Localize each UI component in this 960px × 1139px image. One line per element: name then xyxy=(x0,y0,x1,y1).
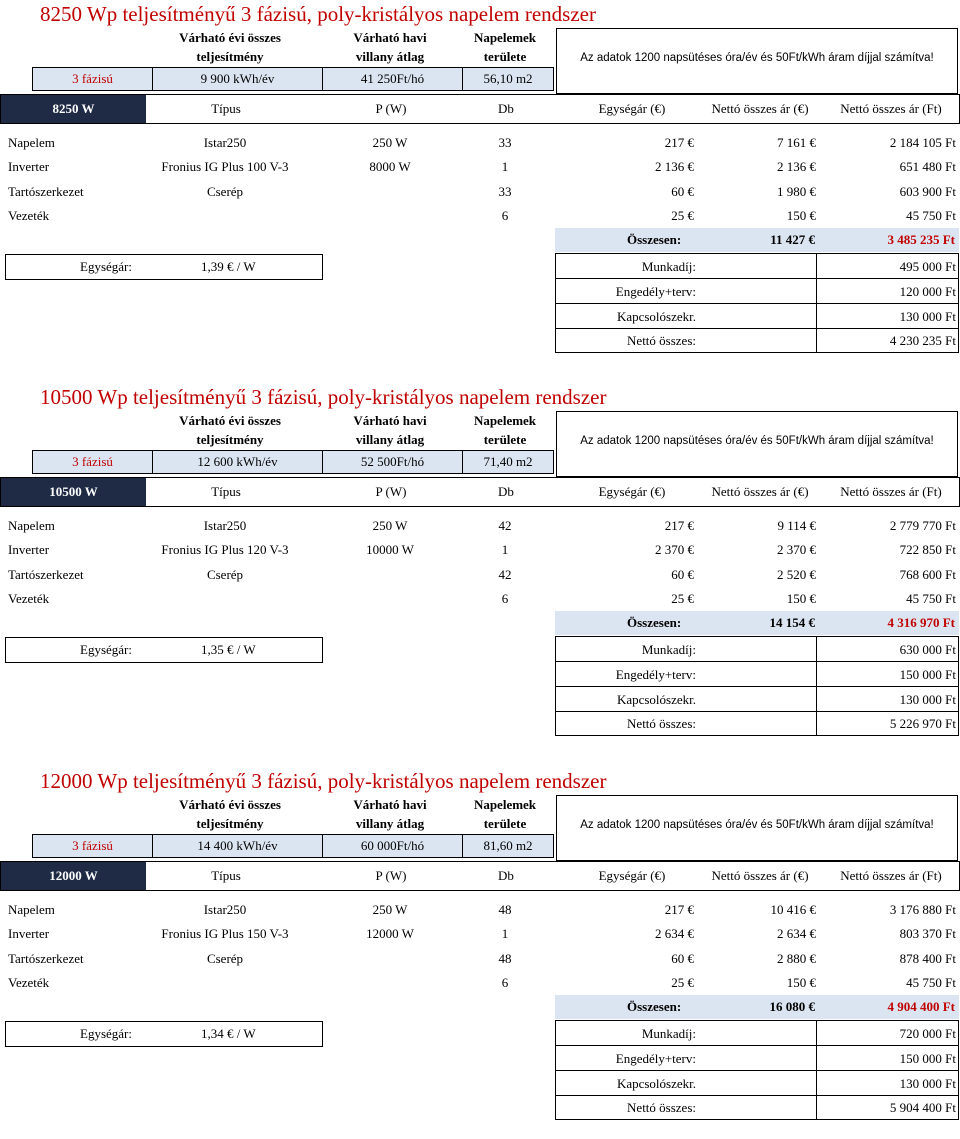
system-badge: 10500 W xyxy=(1,478,146,506)
note-box xyxy=(556,28,958,94)
total-row xyxy=(555,995,959,1019)
item-qty: 42 xyxy=(498,518,512,533)
phase-value: 3 fázisú xyxy=(33,68,153,90)
item-qty: 1 xyxy=(501,542,509,557)
col-net-ft: Nettó összes ár (Ft) xyxy=(840,868,942,883)
total-label: Összesen: xyxy=(627,999,682,1014)
header-panel-area xyxy=(455,28,555,66)
table-row xyxy=(0,131,960,155)
permit-value: 150 000 Ft xyxy=(899,667,956,682)
item-type: Istar250 xyxy=(203,518,247,533)
item-net-eur: 150 € xyxy=(786,591,816,606)
permit-value: 120 000 Ft xyxy=(899,284,956,299)
item-net-eur: 10 416 € xyxy=(770,902,816,917)
item-name: Tartószerkezet xyxy=(8,951,84,966)
item-net-ft: 603 900 Ft xyxy=(899,184,956,199)
unit-price-value: 1,34 € / W xyxy=(201,1026,256,1041)
col-qty: Db xyxy=(498,101,514,116)
col-type: Típus xyxy=(211,101,241,116)
labor-value: 720 000 Ft xyxy=(899,1026,956,1041)
header-line: teljesítmény xyxy=(196,432,264,447)
item-unit-price: 217 € xyxy=(664,518,694,533)
table-row xyxy=(0,563,960,587)
summary-line xyxy=(556,278,958,279)
total-label: Összesen: xyxy=(627,615,682,630)
item-net-ft: 2 779 770 Ft xyxy=(889,518,956,533)
header-line: Várható havi xyxy=(353,413,427,428)
phase-value: 3 fázisú xyxy=(33,451,153,473)
item-type: Fronius IG Plus 120 V-3 xyxy=(161,542,289,557)
section-title: 8250 Wp teljesítményű 3 fázisú, poly-kristályos napelem rendszer xyxy=(40,2,596,26)
net-total-label: Nettó összes: xyxy=(627,1100,696,1115)
calculation-note: Az adatok 1200 napsütéses óra/év és 50Ft/kWh áram díjjal számítva! xyxy=(580,52,934,64)
table-row xyxy=(0,587,960,611)
col-power: P (W) xyxy=(375,868,407,883)
item-name: Napelem xyxy=(8,518,55,533)
total-eur: 14 154 € xyxy=(769,615,815,630)
header-line: területe xyxy=(483,816,527,831)
item-type: Fronius IG Plus 100 V-3 xyxy=(161,159,289,174)
header-expected-annual xyxy=(150,795,310,833)
col-net-ft: Nettó összes ár (Ft) xyxy=(840,484,942,499)
monthly-ft-value: 41 250Ft/hó xyxy=(323,68,463,90)
item-qty: 6 xyxy=(501,975,509,990)
table-row xyxy=(0,514,960,538)
cost-summary xyxy=(555,1020,959,1120)
summary-line xyxy=(556,686,958,687)
item-unit-price: 2 634 € xyxy=(655,926,694,941)
item-net-ft: 2 184 105 Ft xyxy=(889,135,956,150)
net-total-label: Nettó összes: xyxy=(627,333,696,348)
table-row xyxy=(0,204,960,228)
header-line: Napelemek xyxy=(473,797,537,812)
table-header xyxy=(0,94,960,124)
item-unit-price: 25 € xyxy=(671,208,694,223)
net-total-value: 4 230 235 Ft xyxy=(889,333,956,348)
item-name: Napelem xyxy=(8,902,55,917)
table-row xyxy=(0,538,960,562)
item-net-ft: 45 750 Ft xyxy=(906,591,956,606)
cost-summary xyxy=(555,253,959,353)
header-panel-area xyxy=(455,411,555,449)
item-power: 8000 W xyxy=(369,159,411,174)
header-expected-annual xyxy=(150,411,310,449)
phase-value: 3 fázisú xyxy=(33,835,153,857)
col-power: P (W) xyxy=(375,101,407,116)
system-badge: 8250 W xyxy=(1,95,146,123)
total-row xyxy=(555,228,959,252)
permit-label: Engedély+terv: xyxy=(615,1051,696,1066)
item-name: Inverter xyxy=(8,542,50,557)
item-net-eur: 2 520 € xyxy=(777,567,816,582)
table-row xyxy=(0,155,960,179)
table-row xyxy=(0,898,960,922)
item-name: Vezeték xyxy=(8,975,50,990)
item-net-eur: 150 € xyxy=(786,208,816,223)
header-line: villany átlag xyxy=(355,816,425,831)
unit-price-box xyxy=(5,254,323,280)
item-unit-price: 60 € xyxy=(671,184,694,199)
header-line: területe xyxy=(483,49,527,64)
section-title: 10500 Wp teljesítményű 3 fázisú, poly-kristályos napelem rendszer xyxy=(40,385,607,409)
item-net-eur: 9 114 € xyxy=(777,518,816,533)
item-power: 10000 W xyxy=(366,542,414,557)
summary-line xyxy=(556,303,958,304)
item-unit-price: 25 € xyxy=(671,591,694,606)
item-qty: 48 xyxy=(498,951,512,966)
header-expected-monthly xyxy=(325,411,455,449)
item-net-ft: 3 176 880 Ft xyxy=(889,902,956,917)
item-net-ft: 45 750 Ft xyxy=(906,208,956,223)
item-name: Tartószerkezet xyxy=(8,184,84,199)
col-qty: Db xyxy=(498,868,514,883)
item-qty: 33 xyxy=(498,184,512,199)
table-header xyxy=(0,477,960,507)
summary-strip xyxy=(32,834,554,858)
permit-label: Engedély+terv: xyxy=(615,284,696,299)
item-power: 250 W xyxy=(372,135,408,150)
labor-value: 630 000 Ft xyxy=(899,642,956,657)
item-name: Vezeték xyxy=(8,591,50,606)
item-net-ft: 803 370 Ft xyxy=(899,926,956,941)
header-line: Várható évi összes xyxy=(179,413,281,428)
header-line: villany átlag xyxy=(355,49,425,64)
total-eur: 11 427 € xyxy=(770,232,815,247)
area-value: 56,10 m2 xyxy=(483,71,533,86)
system-section xyxy=(0,0,960,372)
col-unit-price: Egységár (€) xyxy=(598,101,666,116)
summary-line xyxy=(556,711,958,712)
annual-kwh-value: 12 600 kWh/év xyxy=(153,451,323,473)
item-net-eur: 2 880 € xyxy=(777,951,816,966)
switchbox-label: Kapcsolószekr. xyxy=(616,1076,696,1091)
summary-strip xyxy=(32,67,554,91)
total-row xyxy=(555,611,959,635)
system-section xyxy=(0,767,960,1139)
item-unit-price: 60 € xyxy=(671,951,694,966)
col-power: P (W) xyxy=(375,484,407,499)
header-line: területe xyxy=(483,432,527,447)
item-net-ft: 768 600 Ft xyxy=(899,567,956,582)
col-unit-price: Egységár (€) xyxy=(598,484,666,499)
col-net-eur: Nettó összes ár (€) xyxy=(711,868,809,883)
total-ft: 3 485 235 Ft xyxy=(887,232,955,247)
permit-label: Engedély+terv: xyxy=(615,667,696,682)
cost-summary xyxy=(555,636,959,736)
summary-line xyxy=(556,1095,958,1096)
item-qty: 42 xyxy=(498,567,512,582)
item-type: Istar250 xyxy=(203,902,247,917)
unit-price-box xyxy=(5,637,323,663)
net-total-label: Nettó összes: xyxy=(627,716,696,731)
header-panel-area xyxy=(455,795,555,833)
item-unit-price: 217 € xyxy=(664,135,694,150)
monthly-ft-value: 52 500Ft/hó xyxy=(323,451,463,473)
switchbox-label: Kapcsolószekr. xyxy=(616,309,696,324)
area-value: 81,60 m2 xyxy=(483,838,533,853)
labor-value: 495 000 Ft xyxy=(899,259,956,274)
table-row xyxy=(0,947,960,971)
total-ft: 4 316 970 Ft xyxy=(887,615,955,630)
item-power: 12000 W xyxy=(366,926,414,941)
col-type: Típus xyxy=(211,484,241,499)
header-line: Várható havi xyxy=(353,797,427,812)
item-unit-price: 217 € xyxy=(664,902,694,917)
unit-price-box xyxy=(5,1021,323,1047)
col-net-eur: Nettó összes ár (€) xyxy=(711,101,809,116)
total-label: Összesen: xyxy=(627,232,682,247)
col-net-ft: Nettó összes ár (Ft) xyxy=(840,101,942,116)
header-expected-annual xyxy=(150,28,310,66)
labor-label: Munkadíj: xyxy=(641,1026,696,1041)
annual-kwh-value: 9 900 kWh/év xyxy=(153,68,323,90)
item-unit-price: 2 370 € xyxy=(655,542,694,557)
area-value: 71,40 m2 xyxy=(483,454,533,469)
col-unit-price: Egységár (€) xyxy=(598,868,666,883)
table-row xyxy=(0,180,960,204)
annual-kwh-value: 14 400 kWh/év xyxy=(153,835,323,857)
col-type: Típus xyxy=(211,868,241,883)
table-header xyxy=(0,861,960,891)
header-line: teljesítmény xyxy=(196,49,264,64)
item-type: Cserép xyxy=(206,951,244,966)
item-name: Napelem xyxy=(8,135,55,150)
item-net-eur: 2 370 € xyxy=(777,542,816,557)
unit-price-value: 1,39 € / W xyxy=(201,259,256,274)
header-expected-monthly xyxy=(325,28,455,66)
item-name: Inverter xyxy=(8,926,50,941)
header-expected-monthly xyxy=(325,795,455,833)
calculation-note: Az adatok 1200 napsütéses óra/év és 50Ft/kWh áram díjjal számítva! xyxy=(580,819,934,831)
unit-price-label: Egységár: xyxy=(80,642,132,657)
item-net-eur: 2 634 € xyxy=(777,926,816,941)
system-badge: 12000 W xyxy=(1,862,146,890)
item-net-ft: 651 480 Ft xyxy=(899,159,956,174)
item-qty: 1 xyxy=(501,926,509,941)
summary-strip xyxy=(32,450,554,474)
header-line: Várható havi xyxy=(353,30,427,45)
table-row xyxy=(0,922,960,946)
item-qty: 6 xyxy=(501,208,509,223)
labor-label: Munkadíj: xyxy=(641,642,696,657)
header-line: Napelemek xyxy=(473,30,537,45)
item-net-eur: 150 € xyxy=(786,975,816,990)
switchbox-value: 130 000 Ft xyxy=(899,309,956,324)
switchbox-value: 130 000 Ft xyxy=(899,692,956,707)
item-name: Inverter xyxy=(8,159,50,174)
unit-price-label: Egységár: xyxy=(80,1026,132,1041)
col-qty: Db xyxy=(498,484,514,499)
calculation-note: Az adatok 1200 napsütéses óra/év és 50Ft/kWh áram díjjal számítva! xyxy=(580,435,934,447)
summary-line xyxy=(556,661,958,662)
item-type: Cserép xyxy=(206,567,244,582)
summary-line xyxy=(556,1045,958,1046)
total-eur: 16 080 € xyxy=(769,999,815,1014)
item-type: Fronius IG Plus 150 V-3 xyxy=(161,926,289,941)
item-net-ft: 878 400 Ft xyxy=(899,951,956,966)
item-unit-price: 2 136 € xyxy=(655,159,694,174)
item-net-eur: 2 136 € xyxy=(777,159,816,174)
unit-price-value: 1,35 € / W xyxy=(201,642,256,657)
section-title: 12000 Wp teljesítményű 3 fázisú, poly-kristályos napelem rendszer xyxy=(40,769,607,793)
unit-price-label: Egységár: xyxy=(80,259,132,274)
summary-line xyxy=(556,1070,958,1071)
item-power: 250 W xyxy=(372,902,408,917)
item-unit-price: 25 € xyxy=(671,975,694,990)
header-line: teljesítmény xyxy=(196,816,264,831)
table-row xyxy=(0,971,960,995)
item-name: Vezeték xyxy=(8,208,50,223)
item-net-eur: 1 980 € xyxy=(777,184,816,199)
item-qty: 48 xyxy=(498,902,512,917)
summary-line xyxy=(556,328,958,329)
header-line: Várható évi összes xyxy=(179,797,281,812)
switchbox-value: 130 000 Ft xyxy=(899,1076,956,1091)
item-type: Istar250 xyxy=(203,135,247,150)
net-total-value: 5 226 970 Ft xyxy=(889,716,956,731)
header-line: Várható évi összes xyxy=(179,30,281,45)
item-unit-price: 60 € xyxy=(671,567,694,582)
item-type: Cserép xyxy=(206,184,244,199)
monthly-ft-value: 60 000Ft/hó xyxy=(323,835,463,857)
item-net-ft: 722 850 Ft xyxy=(899,542,956,557)
labor-label: Munkadíj: xyxy=(641,259,696,274)
col-net-eur: Nettó összes ár (€) xyxy=(711,484,809,499)
item-power: 250 W xyxy=(372,518,408,533)
note-box xyxy=(556,795,958,861)
item-net-eur: 7 161 € xyxy=(777,135,816,150)
item-qty: 33 xyxy=(498,135,512,150)
note-box xyxy=(556,411,958,477)
item-qty: 6 xyxy=(501,591,509,606)
item-qty: 1 xyxy=(501,159,509,174)
header-line: Napelemek xyxy=(473,413,537,428)
switchbox-label: Kapcsolószekr. xyxy=(616,692,696,707)
header-line: villany átlag xyxy=(355,432,425,447)
total-ft: 4 904 400 Ft xyxy=(887,999,955,1014)
net-total-value: 5 904 400 Ft xyxy=(889,1100,956,1115)
system-section xyxy=(0,383,960,755)
permit-value: 150 000 Ft xyxy=(899,1051,956,1066)
item-name: Tartószerkezet xyxy=(8,567,84,582)
item-net-ft: 45 750 Ft xyxy=(906,975,956,990)
